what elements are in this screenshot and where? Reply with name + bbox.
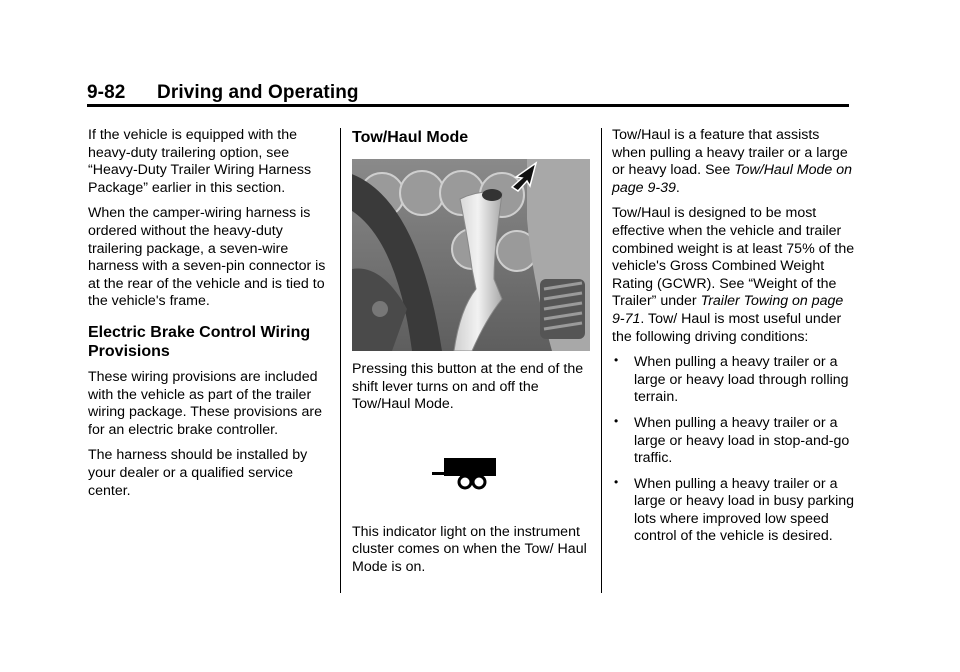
page-reference: Trailer Towing on page 9-71 [612, 293, 844, 327]
column-divider [340, 128, 341, 593]
paragraph: Tow/Haul is designed to be most effective when the vehicle and trailer combined weight is at least 75% of the vehicle's Gross Combined Weight Rating (GCWR). See “Weight of the Trailer” under Trailer Towing on page 9-71. Tow/ Haul is most useful under the following driving conditions: [612, 205, 855, 345]
list-item: • When pulling a heavy trailer or a large or heavy load in busy parking lots where improved low speed control of the vehicle is desired. [612, 476, 857, 546]
section-heading: Tow/Haul Mode [352, 129, 469, 146]
paragraph: When the camper-wiring harness is ordered without the heavy-duty trailering package, a seven-wire harness with a seven-pin connector is at the rear of the vehicle and is tied to the vehicle's frame. [88, 205, 326, 310]
column-left [88, 127, 328, 508]
page-number: 9-82 [87, 82, 126, 103]
photo-caption: Pressing this button at the end of the shift lever turns on and off the Tow/Haul Mode. [352, 361, 584, 413]
column-right [612, 127, 857, 554]
page-header [87, 82, 359, 104]
tow-haul-indicator-icon [432, 458, 502, 490]
page-reference: Tow/Haul Mode on page 9-39 [612, 162, 853, 196]
paragraph: The harness should be installed by your dealer or a qualified service center. [88, 447, 308, 499]
column-middle [352, 127, 592, 585]
paragraph: These wiring provisions are included with the vehicle as part of the trailer wiring package. These provisions are for an electric brake controller. [88, 368, 322, 438]
indicator-caption: This indicator light on the instrument cluster comes on when the Tow/ Haul Mode is on. [352, 523, 587, 575]
list-item: • When pulling a heavy trailer or a large or heavy load in stop-and-go traffic. [612, 415, 857, 468]
header-rule [87, 104, 849, 107]
paragraph: If the vehicle is equipped with the heavy-duty trailering option, see “Heavy-Duty Trailer Wiring Harness Package” earlier in this section. [88, 127, 312, 196]
shift-lever-photo [352, 159, 590, 351]
column-divider [601, 128, 602, 593]
section-heading: Electric Brake Control Wiring Provisions [88, 323, 311, 360]
section-title: Driving and Operating [157, 82, 359, 103]
list-item: • When pulling a heavy trailer or a large or heavy load through rolling terrain. [612, 354, 857, 407]
paragraph: Tow/Haul is a feature that assists when pulling a heavy trailer or a large or heavy load. See Tow/Haul Mode on page 9-39. [612, 127, 853, 196]
condition-list [612, 354, 857, 546]
